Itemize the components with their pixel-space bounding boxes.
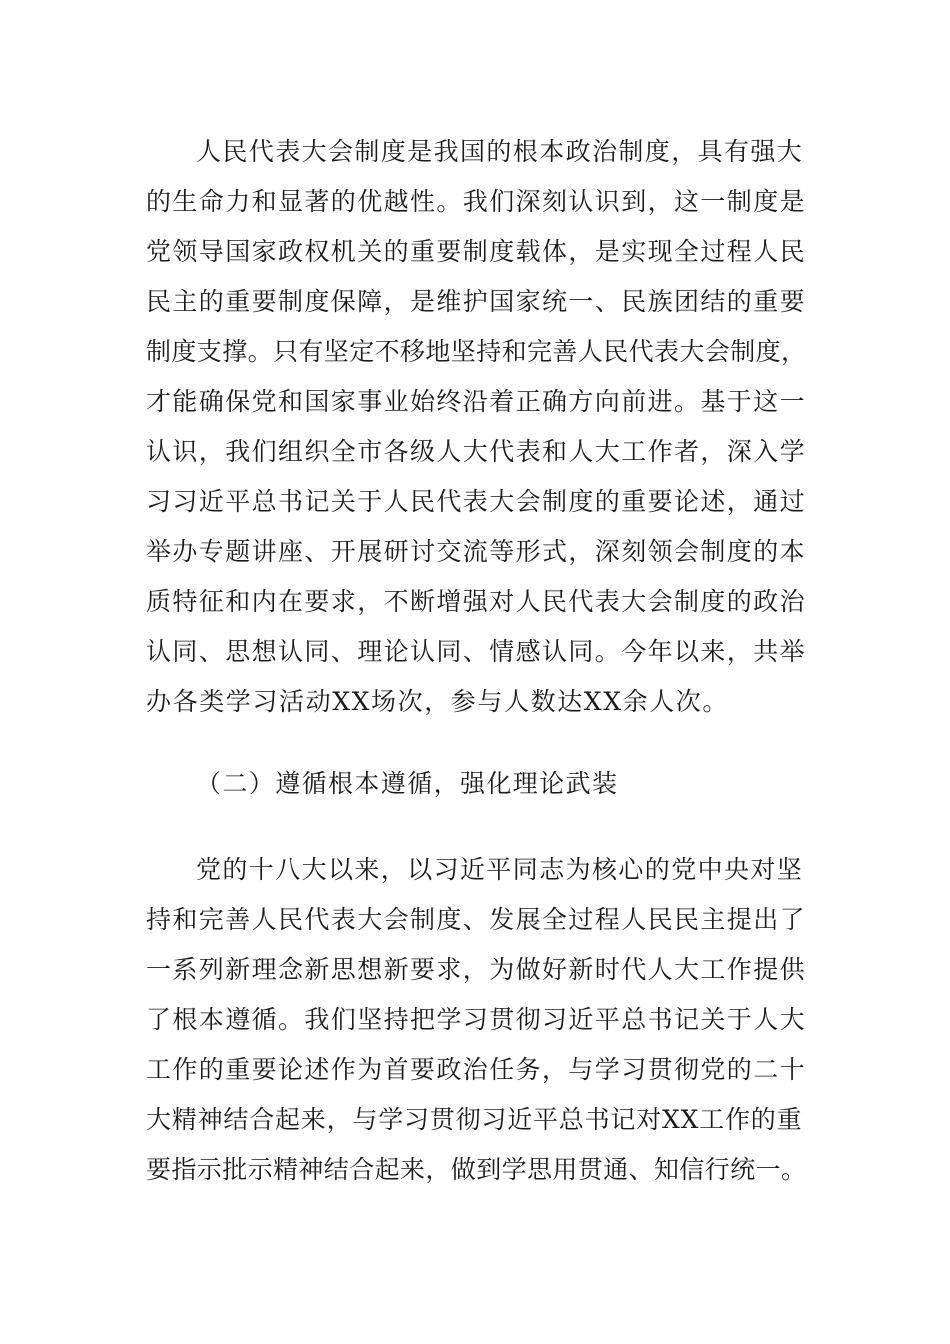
paragraph-2-line-6: 大精神结合起来，与学习贯彻习近平总书记对XX工作的重 xyxy=(146,1105,803,1134)
paragraph-1-line-9: 举办专题讲座、开展研讨交流等形式，深刻领会制度的本 xyxy=(146,537,807,566)
paragraph-1-line-2: 的生命力和显著的优越性。我们深刻认识到，这一制度是 xyxy=(146,187,807,216)
paragraph-1-line-5: 制度支撑。只有坚定不移地坚持和完善人民代表大会制度， xyxy=(146,337,807,366)
paragraph-2-line-7: 要指示批示精神结合起来，做到学思用贯通、知信行统一。 xyxy=(146,1155,807,1184)
paragraph-1-line-8: 习习近平总书记关于人民代表大会制度的重要论述，通过 xyxy=(146,487,807,516)
paragraph-2-line-4: 了根本遵循。我们坚持把学习贯彻习近平总书记关于人大 xyxy=(146,1005,807,1034)
paragraph-2-line-5: 工作的重要论述作为首要政治任务，与学习贯彻党的二十 xyxy=(146,1055,807,1084)
paragraph-2-line-2: 持和完善人民代表大会制度、发展全过程人民民主提出了 xyxy=(146,905,807,934)
paragraph-1-line-3: 党领导国家政权机关的重要制度载体，是实现全过程人民 xyxy=(146,237,807,266)
paragraph-1-line-11: 认同、思想认同、理论认同、情感认同。今年以来，共举 xyxy=(146,637,807,666)
paragraph-1-line-10: 质特征和内在要求，不断增强对人民代表大会制度的政治 xyxy=(146,587,807,616)
paragraph-1-line-12: 办各类学习活动XX场次，参与人数达XX余人次。 xyxy=(146,687,729,716)
section-heading: （二）遵循根本遵循，强化理论武装 xyxy=(196,769,619,798)
paragraph-1-line-4: 民主的重要制度保障，是维护国家统一、民族团结的重要 xyxy=(146,287,807,316)
paragraph-1-line-6: 才能确保党和国家事业始终沿着正确方向前进。基于这一 xyxy=(146,387,807,416)
paragraph-1-line-1: 人民代表大会制度是我国的根本政治制度，具有强大 xyxy=(196,137,804,166)
paragraph-2-line-3: 一系列新理念新思想新要求，为做好新时代人大工作提供 xyxy=(146,955,807,984)
paragraph-1-line-7: 认识，我们组织全市各级人大代表和人大工作者，深入学 xyxy=(146,437,807,466)
paragraph-2-line-1: 党的十八大以来，以习近平同志为核心的党中央对坚 xyxy=(196,855,804,884)
